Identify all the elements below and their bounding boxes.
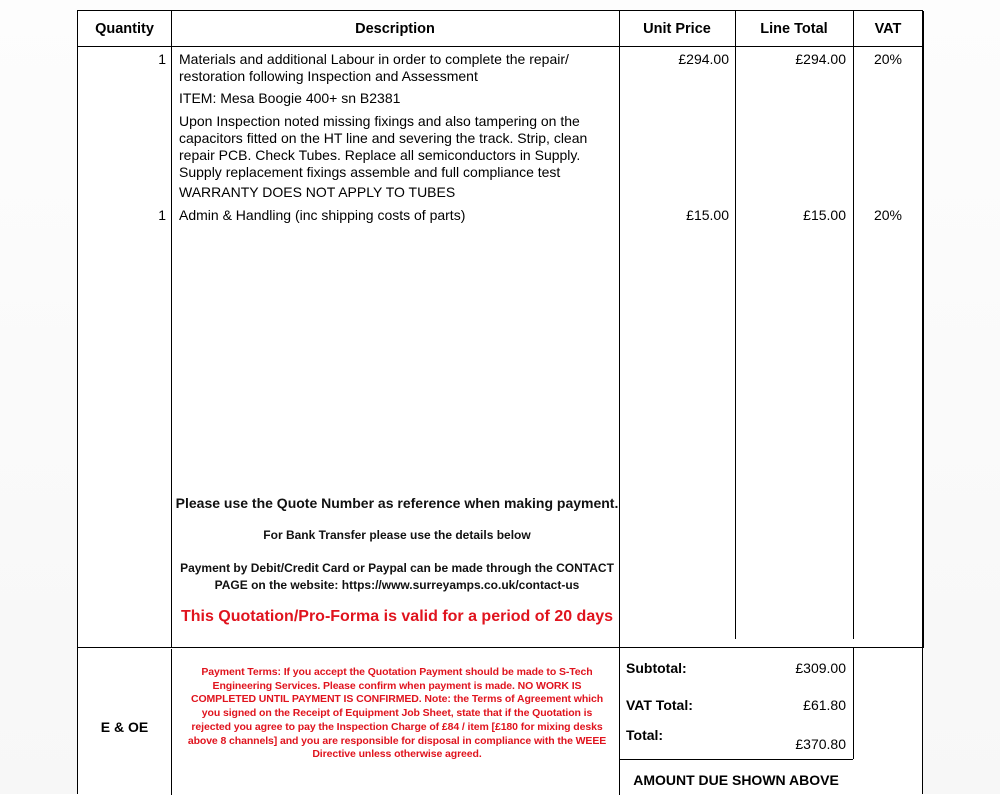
terms-line: COMPLETED UNTIL PAYMENT IS CONFIRMED. Note: the Terms of Agreement which (190, 693, 604, 706)
terms-line: you signed on the Receipt of Equipment Job Sheet, state that if the Quotation is (201, 707, 593, 720)
item-2-unit-price: £15.00 (686, 207, 729, 223)
item-1-item-line: ITEM: Mesa Boogie 400+ sn B2381 (179, 90, 401, 106)
header-unit-price: Unit Price (643, 21, 711, 37)
terms-line: above 8 channels] and you are responsible for disposal in compliance with the WEEE (187, 734, 607, 747)
item-1-detail-line: repair PCB. Check Tubes. Replace all semiconductors in Supply. (179, 147, 581, 163)
e-and-oe-label: E & OE (100, 719, 149, 735)
item-1-vat: 20% (873, 51, 903, 67)
item-1-desc-line-1: Materials and additional Labour in order to complete the repair/ (179, 51, 569, 67)
item-1-detail-line: Upon Inspection noted missing fixings and also tampering on the (179, 113, 580, 129)
item-2-line-total: £15.00 (803, 207, 846, 223)
footer-divider-totals (853, 647, 854, 759)
col-divider-qty (171, 11, 172, 647)
payment-terms (172, 666, 622, 762)
header-quantity: Quantity (95, 21, 154, 37)
terms-line: Payment Terms: If you accept the Quotation Payment should be made to S-Tech (201, 666, 593, 678)
total-label: Total: (626, 727, 664, 743)
item-2-vat: 20% (873, 207, 903, 223)
item-1-detail-line: capacitors fitted on the HT line and severing the track. Strip, clean (179, 130, 588, 146)
item-1-details (179, 113, 609, 181)
item-1-line-total: £294.00 (795, 51, 846, 67)
header-vat: VAT (874, 21, 902, 37)
item-1-description (179, 51, 609, 85)
validity-note: This Quotation/Pro-Forma is valid for a period of 20 days (180, 608, 614, 625)
terms-line: Directive unless otherwise agreed. (312, 748, 482, 761)
bank-transfer-note: For Bank Transfer please use the details below (263, 528, 531, 542)
item-1-warranty: WARRANTY DOES NOT APPLY TO TUBES (179, 184, 456, 200)
terms-line: Engineering Services. Please confirm when payment is made. NO WORK IS (212, 679, 582, 692)
reference-note: Please use the Quote Number as reference when making payment. (175, 495, 619, 511)
vat-total-value: £61.80 (803, 697, 846, 713)
col-divider-line (853, 11, 854, 639)
right-border (923, 11, 924, 647)
total-value: £370.80 (795, 736, 846, 752)
amount-due-banner: AMOUNT DUE SHOWN ABOVE (633, 772, 839, 788)
item-1-unit-price: £294.00 (678, 51, 729, 67)
item-2-qty: 1 (158, 207, 166, 223)
header-description: Description (355, 21, 435, 37)
subtotal-value: £309.00 (795, 660, 846, 676)
col-divider-unit (735, 11, 736, 639)
vat-total-label: VAT Total: (626, 697, 693, 713)
card-payment-note (172, 560, 622, 594)
header-line-total: Line Total (760, 21, 828, 37)
due-box-top (619, 759, 853, 760)
subtotal-label: Subtotal: (626, 660, 687, 676)
item-1-desc-line-2: restoration following Inspection and Assessment (179, 68, 478, 84)
item-1-qty: 1 (158, 51, 166, 67)
card-payment-line: PAGE on the website: https://www.surreyamps.co.uk/contact-us (214, 578, 580, 592)
item-2-description: Admin & Handling (inc shipping costs of parts) (179, 207, 466, 223)
invoice-table (77, 10, 923, 794)
body-bottom-line (78, 647, 924, 648)
card-payment-line: Payment by Debit/Credit Card or Paypal can be made through the CONTACT (180, 561, 614, 575)
item-1-detail-line: Supply replacement fixings assemble and full compliance test (179, 164, 561, 180)
terms-line: rejected you agree to pay the Inspection Charge of £84 / item [£180 for mixing desks (191, 720, 603, 733)
